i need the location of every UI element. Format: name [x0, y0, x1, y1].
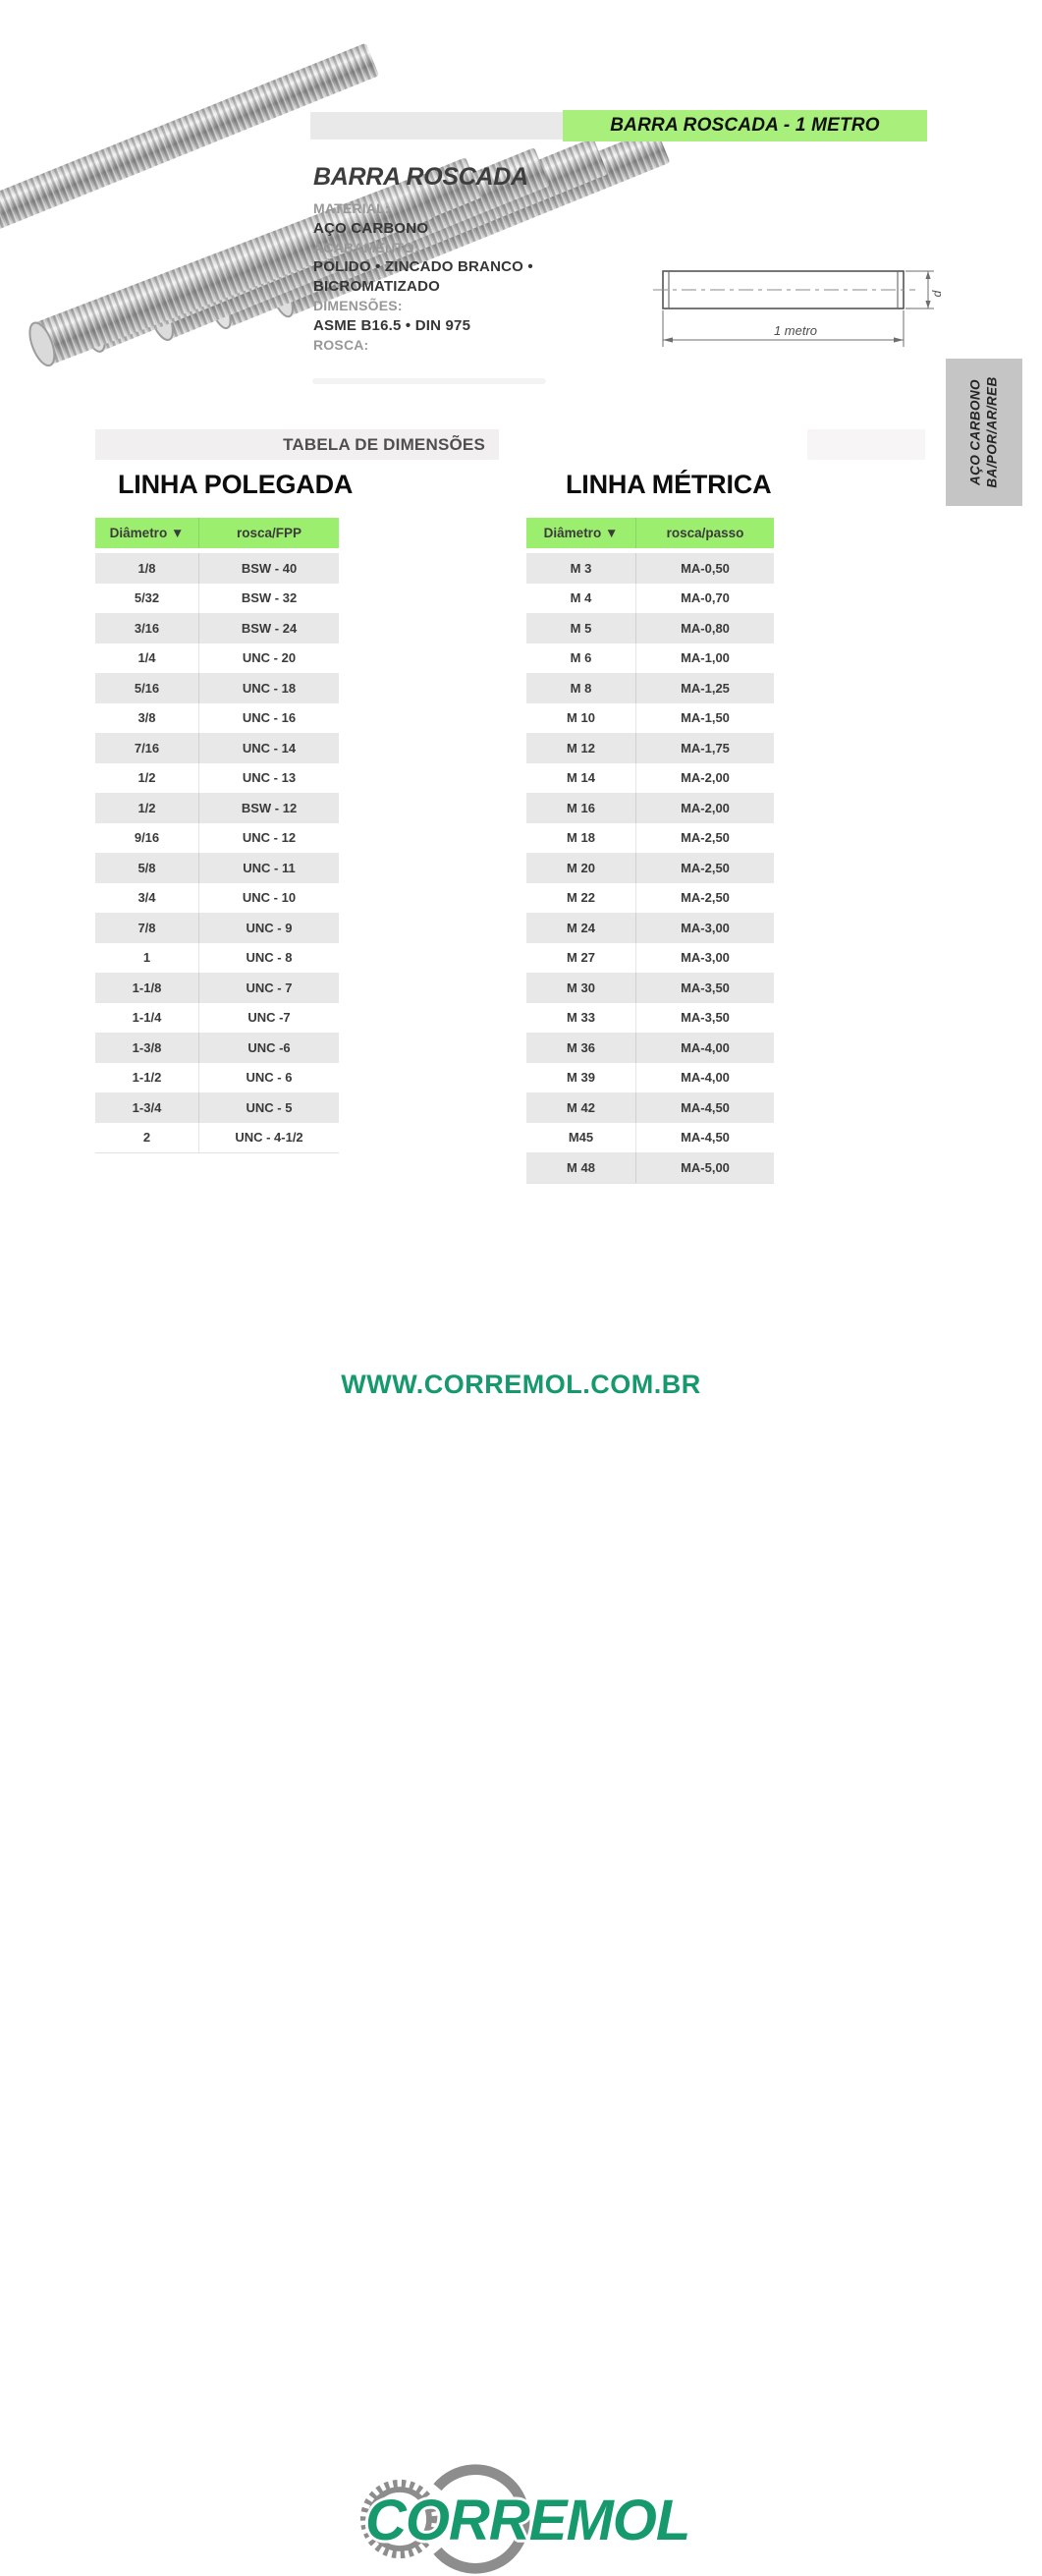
table-cell: 1-1/2 [95, 1063, 199, 1093]
spec-label-dimensoes: DIMENSÕES: [313, 297, 403, 313]
side-tab-line2: BA/POR/AR/REB [985, 376, 1000, 488]
table-cell: UNC - 7 [246, 980, 293, 995]
table-cell: M 5 [526, 613, 636, 644]
diameter-label: d [930, 290, 944, 298]
table-row [95, 644, 339, 674]
table-cell: 1-3/8 [95, 1033, 199, 1063]
section-strip-right [807, 429, 925, 460]
table-row [95, 733, 339, 763]
table-cell: UNC - 14 [242, 740, 297, 756]
table-cell: MA-2,50 [681, 890, 730, 906]
table-row [526, 763, 774, 794]
table-linha-polegada [95, 518, 339, 1153]
table-cell: 3/8 [95, 703, 199, 734]
table-cell: 3/4 [95, 883, 199, 914]
table-cell: 1-1/4 [95, 1003, 199, 1034]
section-title: TABELA DE DIMENSÕES [283, 434, 485, 454]
table-row [526, 584, 774, 614]
table-cell: M 16 [526, 793, 636, 823]
category-side-tab [946, 359, 1022, 506]
table-row [95, 943, 339, 974]
table-cell: UNC - 11 [243, 860, 296, 875]
table-cell: 1/2 [95, 763, 199, 794]
table-row [526, 1123, 774, 1153]
table-cell: UNC - 18 [242, 680, 297, 696]
table-row [95, 853, 339, 883]
table-body [526, 553, 774, 1184]
table-cell: UNC - 5 [246, 1099, 293, 1115]
table-cell: 2 [95, 1123, 199, 1153]
table-cell: MA-3,00 [681, 950, 730, 966]
table-cell: MA-2,00 [681, 800, 730, 815]
table-cell: MA-0,70 [681, 590, 730, 606]
table-cell: BSW - 12 [241, 800, 298, 815]
header-gray-strip [310, 112, 563, 140]
table-cell: BSW - 40 [241, 560, 298, 576]
table-cell: M 22 [526, 883, 636, 914]
table-cell: M 42 [526, 1092, 636, 1123]
table-cell: MA-2,50 [681, 830, 730, 846]
table-cell: 5/16 [95, 673, 199, 703]
table-cell: M 8 [526, 673, 636, 703]
table-cell: UNC - 12 [242, 830, 297, 846]
table-cell: UNC - 20 [242, 650, 297, 666]
table-row [95, 823, 339, 854]
table-cell: M 33 [526, 1003, 636, 1034]
table-cell: MA-2,50 [681, 860, 730, 875]
table-row [95, 913, 339, 943]
section-title-strip [95, 429, 499, 460]
table-cell: M 10 [526, 703, 636, 734]
table-cell: UNC - 4-1/2 [235, 1130, 303, 1146]
table-cell: MA-1,00 [681, 650, 730, 666]
table-row [526, 1063, 774, 1093]
table-cell: MA-2,00 [681, 770, 730, 786]
spec-value-acabamento: POLIDO • ZINCADO BRANCO • BICROMATIZADO [313, 258, 533, 296]
table-cell: MA-0,80 [681, 620, 730, 636]
length-label: 1 metro [773, 323, 818, 338]
table-cell: MA-0,50 [681, 560, 730, 576]
table-cell: M 18 [526, 823, 636, 854]
table-cell: MA-3,50 [681, 1010, 730, 1026]
table-cell: MA-5,00 [681, 1159, 730, 1175]
table-row [526, 553, 774, 584]
table-cell: UNC - 13 [242, 770, 297, 786]
table-cell: MA-4,00 [681, 1070, 730, 1086]
table-row [526, 1033, 774, 1063]
table-row [526, 703, 774, 734]
table-cell: 5/32 [95, 584, 199, 614]
table-cell: M 30 [526, 973, 636, 1003]
column-header-rosca-fpp: rosca/FPP [236, 526, 302, 540]
website-url: WWW.CORREMOL.COM.BR [341, 1370, 701, 1399]
rod-technical-drawing [648, 253, 943, 357]
spec-value-dimensoes: ASME B16.5 • DIN 975 [313, 316, 471, 334]
table-cell: 5/8 [95, 853, 199, 883]
table-row [526, 644, 774, 674]
spec-list [313, 199, 637, 355]
column-header-diametro: Diâmetro ▼ [526, 518, 636, 548]
column-header-rosca-passo: rosca/passo [666, 526, 744, 540]
table-row [95, 1033, 339, 1063]
heading-linha-metrica: LINHA MÉTRICA [566, 470, 772, 499]
table-cell: UNC - 16 [242, 710, 297, 726]
table-row [95, 793, 339, 823]
table-cell: 1/8 [95, 553, 199, 584]
category-side-tab-text [967, 376, 1001, 487]
table-row [95, 1063, 339, 1093]
table-cell: 9/16 [95, 823, 199, 854]
table-row [95, 1003, 339, 1034]
table-cell: M 39 [526, 1063, 636, 1093]
table-cell: UNC - 10 [242, 890, 297, 906]
table-cell: UNC -6 [247, 1039, 291, 1055]
table-cell: BSW - 32 [241, 590, 298, 606]
faded-text-line [312, 378, 546, 384]
table-row [526, 823, 774, 854]
table-cell: M 14 [526, 763, 636, 794]
heading-linha-polegada: LINHA POLEGADA [118, 470, 354, 499]
table-row [526, 673, 774, 703]
table-row [95, 584, 339, 614]
table-cell: MA-3,50 [681, 980, 730, 995]
table-cell: 3/16 [95, 613, 199, 644]
table-cell: 7/8 [95, 913, 199, 943]
table-cell: MA-1,75 [681, 740, 730, 756]
table-row [95, 883, 339, 914]
table-cell: MA-3,00 [681, 920, 730, 935]
threaded-rods-photo [16, 65, 304, 383]
table-cell: 1-3/4 [95, 1092, 199, 1123]
table-row [95, 1092, 339, 1123]
table-cell: M 24 [526, 913, 636, 943]
table-cell: BSW - 24 [241, 620, 298, 636]
table-header-row [526, 518, 774, 548]
table-row [95, 703, 339, 734]
table-cell: 1/4 [95, 644, 199, 674]
table-body [95, 553, 339, 1153]
spec-label-acabamento: ACABAMENTO: [313, 239, 419, 255]
table-row [526, 1152, 774, 1183]
spec-value-material: AÇO CARBONO [313, 219, 429, 237]
spec-label-material: MATERIAL: [313, 200, 390, 216]
table-cell: M 48 [526, 1152, 636, 1183]
table-row [526, 973, 774, 1003]
table-cell: 1-1/8 [95, 973, 199, 1003]
table-cell: UNC - 6 [246, 1070, 293, 1086]
table-cell: M 36 [526, 1033, 636, 1063]
spec-label-rosca: ROSCA: [313, 336, 369, 353]
table-row [95, 973, 339, 1003]
table-row [526, 1092, 774, 1123]
table-cell: M45 [526, 1123, 636, 1153]
table-row [95, 613, 339, 644]
table-row [526, 883, 774, 914]
table-header-row [95, 518, 339, 548]
column-header-diametro: Diâmetro ▼ [95, 518, 199, 548]
table-cell: M 3 [526, 553, 636, 584]
table-cell: M 12 [526, 733, 636, 763]
table-cell: M 4 [526, 584, 636, 614]
table-row [95, 673, 339, 703]
threaded-rods-illustration [16, 65, 304, 383]
table-cell: MA-1,25 [681, 680, 730, 696]
table-row [95, 1123, 339, 1153]
table-row [95, 763, 339, 794]
table-cell: M 6 [526, 644, 636, 674]
brand-wordmark: CORREMOL [365, 2489, 690, 2552]
table-row [526, 793, 774, 823]
table-cell: UNC -7 [247, 1010, 291, 1026]
banner-label: BARRA ROSCADA - 1 METRO [610, 115, 880, 136]
table-cell: MA-4,50 [681, 1130, 730, 1146]
table-cell: MA-1,50 [681, 710, 730, 726]
table-linha-metrica [526, 518, 774, 1184]
table-row [526, 853, 774, 883]
product-title: BARRA ROSCADA [313, 163, 528, 191]
table-row [95, 553, 339, 584]
table-row [526, 1003, 774, 1034]
table-cell: MA-4,50 [681, 1099, 730, 1115]
table-row [526, 613, 774, 644]
table-row [526, 943, 774, 974]
table-cell: 1 [95, 943, 199, 974]
table-cell: M 27 [526, 943, 636, 974]
table-cell: 1/2 [95, 793, 199, 823]
table-row [526, 733, 774, 763]
table-cell: UNC - 8 [246, 950, 293, 966]
table-row [526, 913, 774, 943]
table-cell: M 20 [526, 853, 636, 883]
table-cell: MA-4,00 [681, 1039, 730, 1055]
table-cell: 7/16 [95, 733, 199, 763]
side-tab-line1: AÇO CARBONO [968, 379, 983, 485]
page-title-banner [563, 110, 927, 141]
table-cell: UNC - 9 [246, 920, 293, 935]
